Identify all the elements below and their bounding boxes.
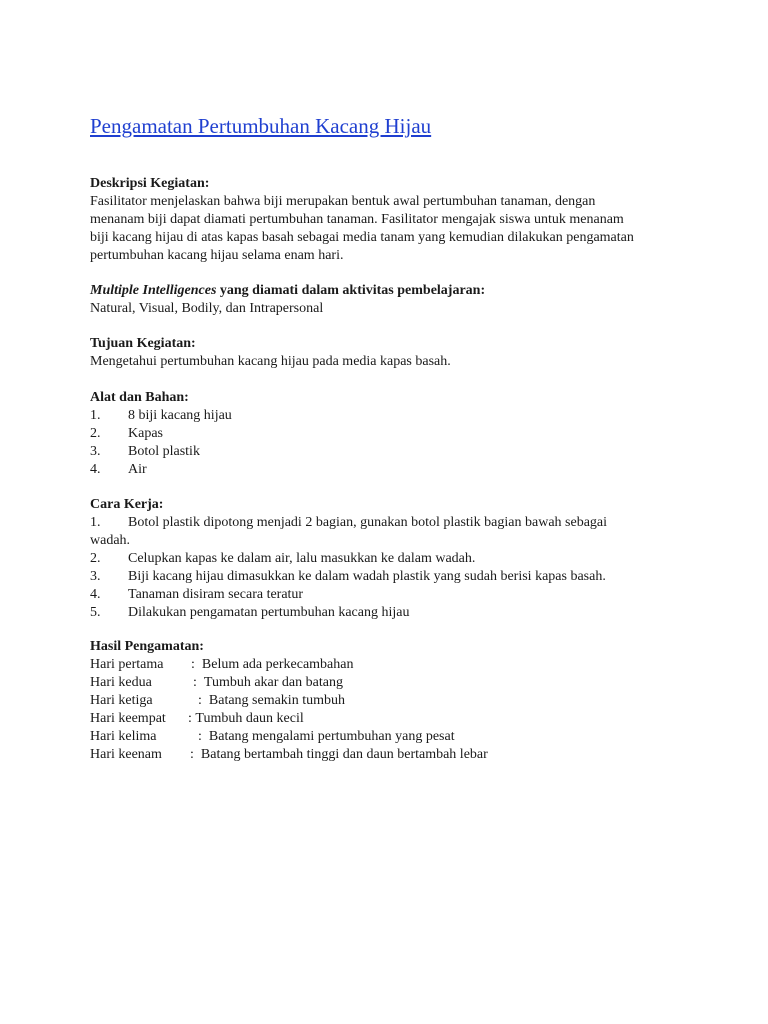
observation-separator: : bbox=[191, 657, 202, 672]
observation-row bbox=[90, 692, 690, 710]
observation-row bbox=[90, 710, 690, 728]
hasil-heading: Hasil Pengamatan: bbox=[90, 639, 204, 654]
list-text: Dilakukan pengamatan pertumbuhan kacang hijau bbox=[128, 605, 410, 620]
observation-day: Hari keempat bbox=[90, 711, 166, 726]
document-title[interactable]: Pengamatan Pertumbuhan Kacang Hijau bbox=[90, 114, 432, 138]
list-item bbox=[90, 461, 690, 479]
list-text: Biji kacang hijau dimasukkan ke dalam wadah plastik yang sudah berisi kapas basah. bbox=[128, 569, 606, 584]
observation-result: Belum ada perkecambahan bbox=[201, 657, 354, 672]
observation-day: Hari pertama bbox=[90, 657, 164, 672]
list-number: 1. bbox=[90, 515, 101, 530]
deskripsi-line: Fasilitator menjelaskan bahwa biji merupakan bentuk awal pertumbuhan tanaman, dengan bbox=[90, 194, 596, 209]
observation-result: Tumbuh daun kecil bbox=[195, 711, 304, 726]
alat-heading: Alat dan Bahan: bbox=[90, 390, 189, 405]
list-text: Kapas bbox=[128, 426, 163, 441]
section-tujuan bbox=[90, 335, 690, 371]
section-alat-bahan bbox=[90, 389, 690, 479]
observation-result: Batang mengalami pertumbuhan yang pesat bbox=[208, 729, 455, 744]
mi-heading bbox=[90, 282, 690, 300]
list-number: 5. bbox=[90, 605, 101, 620]
list-text: Tanaman disiram secara teratur bbox=[128, 587, 304, 602]
observation-separator: : bbox=[190, 747, 201, 762]
deskripsi-line: biji kacang hijau di atas kapas basah sebagai media tanam yang kemudian dilakukan pengamatan bbox=[90, 230, 634, 245]
section-deskripsi bbox=[90, 175, 690, 265]
list-text: Botol plastik bbox=[128, 444, 200, 459]
observation-separator: : bbox=[193, 675, 204, 690]
list-text: Botol plastik dipotong menjadi 2 bagian, gunakan botol plastik bagian bawah sebagai bbox=[128, 515, 608, 530]
list-text: 8 biji kacang hijau bbox=[128, 408, 232, 423]
observation-day: Hari kelima bbox=[90, 729, 157, 744]
list-number: 3. bbox=[90, 569, 101, 584]
observation-result: Batang bertambah tinggi dan daun bertambah lebar bbox=[200, 747, 488, 762]
observation-day: Hari kedua bbox=[90, 675, 152, 690]
list-item bbox=[90, 568, 690, 586]
observation-result: Tumbuh akar dan batang bbox=[203, 675, 343, 690]
mi-heading-rest: yang diamati dalam aktivitas pembelajaran: bbox=[216, 283, 486, 298]
tujuan-heading: Tujuan Kegiatan: bbox=[90, 336, 196, 351]
section-multiple-intelligences bbox=[90, 282, 690, 318]
observation-row bbox=[90, 746, 690, 764]
list-item bbox=[90, 604, 690, 622]
list-number: 2. bbox=[90, 551, 101, 566]
observation-row bbox=[90, 728, 690, 746]
observation-separator: : bbox=[188, 711, 196, 726]
deskripsi-line: pertumbuhan kacang hijau selama enam hari. bbox=[90, 248, 344, 263]
list-number: 1. bbox=[90, 408, 101, 423]
list-number: 4. bbox=[90, 587, 101, 602]
observation-day: Hari keenam bbox=[90, 747, 162, 762]
observation-separator: : bbox=[198, 693, 209, 708]
observation-day: Hari ketiga bbox=[90, 693, 153, 708]
list-item bbox=[90, 586, 690, 604]
observation-row bbox=[90, 674, 690, 692]
deskripsi-line: menanam biji dapat diamati pertumbuhan tanaman. Fasilitator mengajak siswa untuk menanam bbox=[90, 212, 624, 227]
list-item-continuation: wadah. bbox=[90, 533, 131, 548]
cara-heading: Cara Kerja: bbox=[90, 497, 164, 512]
observation-row bbox=[90, 656, 690, 674]
list-text: Celupkan kapas ke dalam air, lalu masukkan ke dalam wadah. bbox=[128, 551, 476, 566]
list-item bbox=[90, 425, 690, 443]
list-number: 3. bbox=[90, 444, 101, 459]
tujuan-text: Mengetahui pertumbuhan kacang hijau pada media kapas basah. bbox=[90, 354, 451, 369]
section-cara-kerja bbox=[90, 496, 690, 622]
mi-text: Natural, Visual, Bodily, dan Intrapersonal bbox=[90, 301, 324, 316]
mi-heading-italic: Multiple Intelligences bbox=[90, 283, 217, 298]
list-number: 4. bbox=[90, 462, 101, 477]
list-text: Air bbox=[128, 462, 147, 477]
list-item bbox=[90, 514, 690, 532]
list-item bbox=[90, 443, 690, 461]
list-number: 2. bbox=[90, 426, 101, 441]
observation-result: Batang semakin tumbuh bbox=[208, 693, 345, 708]
list-item bbox=[90, 550, 690, 568]
observation-separator: : bbox=[198, 729, 209, 744]
section-hasil bbox=[90, 638, 690, 764]
list-item bbox=[90, 407, 690, 425]
deskripsi-heading: Deskripsi Kegiatan: bbox=[90, 176, 210, 191]
